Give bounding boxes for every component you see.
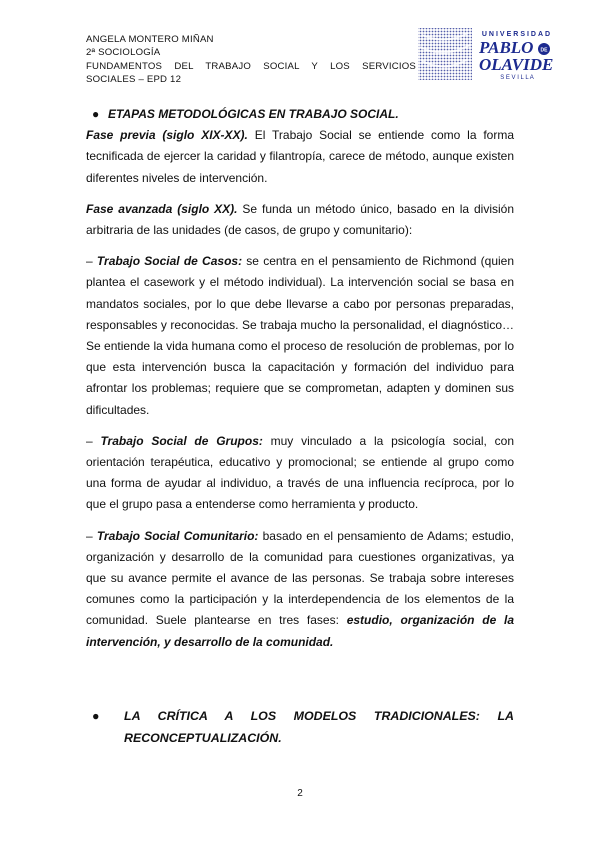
document-body bbox=[86, 104, 514, 653]
logo-line1-text: PABLO bbox=[479, 38, 534, 57]
paragraph-text: Se funda un método único, basado en la división arbitraria de las unidades (de casos, de grupo y comunitario): bbox=[86, 201, 515, 238]
paragraph-grupos bbox=[86, 431, 514, 516]
author-name: ANGELA MONTERO MIÑAN bbox=[86, 34, 214, 45]
paragraph-lead: Fase avanzada (siglo XX). bbox=[86, 201, 238, 216]
paragraph-text: El Trabajo Social se entiende como la forma tecnificada de ejercer la caridad y filantropía, carece de método, aunque existen diferentes niveles de intervención. bbox=[86, 128, 515, 185]
paragraph-text: muy vinculado a la psicología social, con orientación terapéutica, educativo y promocional; se entiende al grupo como una forma de ayudar al individuo, a través de una influencia recíproca, por lo que el grupo pasa a entenderse como herramienta y producto. bbox=[86, 433, 514, 512]
paragraph-text: basado en el pensamiento de Adams; estudio, organización y desarrollo de la comunidad para cuestiones organizativas, ya que su avance permite el avance de las personas. Se trabaja sobre intereses comunes como la participación y la interdependencia de los elementos de la comunidad. Suele plantearse en tres fases: bbox=[86, 528, 514, 628]
paragraph-lead: Trabajo Social Comunitario: bbox=[96, 528, 259, 543]
section-heading-2-line2: RECONCEPTUALIZACIÓN. bbox=[124, 730, 282, 745]
paragraph-lead: Trabajo Social de Casos: bbox=[96, 254, 243, 269]
section-heading-1 bbox=[86, 104, 514, 125]
paragraph-casos bbox=[86, 251, 514, 421]
subject-line-1: FUNDAMENTOS DEL TRABAJO SOCIAL Y LOS SERVICIOS bbox=[86, 60, 416, 72]
bullet-icon: ● bbox=[92, 709, 100, 723]
logo-emblem-icon bbox=[418, 28, 472, 80]
logo-de-text: DE bbox=[540, 47, 548, 54]
university-logo bbox=[416, 27, 562, 81]
paragraph-emphasis: estudio, organización de la intervención, y desarrollo de la comunidad. bbox=[86, 613, 515, 649]
paragraph-lead: Fase previa (siglo XIX-XX). bbox=[86, 128, 248, 143]
paragraph-fase-avanzada bbox=[86, 199, 514, 241]
subject-line-2: SOCIALES – EPD 12 bbox=[86, 74, 182, 86]
course-label: 2ª SOCIOLOGÍA bbox=[86, 47, 161, 59]
paragraph-comunitario bbox=[86, 526, 514, 653]
page-number: 2 bbox=[297, 788, 303, 799]
section-heading-2 bbox=[86, 706, 514, 749]
logo-bottom-text: S E V I L L A bbox=[500, 75, 534, 81]
section-heading-2-line1: LA CRÍTICA A LOS MODELOS TRADICIONALES: LA bbox=[124, 709, 514, 723]
document-header bbox=[86, 33, 416, 87]
dash-marker: – bbox=[86, 433, 101, 448]
section-heading-1-text: ETAPAS METODOLÓGICAS EN TRABAJO SOCIAL. bbox=[108, 107, 399, 121]
logo-line2-text: OLAVIDE bbox=[479, 55, 554, 74]
paragraph-text: se centra en el pensamiento de Richmond (quien plantea el casework y el método individual). La intervención social se basa en mandatos sociales, por lo que debe llevarse a cabo por personas preparadas, responsables y reconocidas. Se trabaja mucho la personalidad, el diagnóstico… Se entiende la vida humana como el proceso de resolución de problemas, por lo que esta intervención busca la capacitación y formación del individuo para afrontar los problemas; requiere que se comprometan, adapten y dominen sus dificultades. bbox=[86, 254, 515, 417]
dash-marker: – bbox=[86, 254, 97, 269]
logo-top-text: UNIVERSIDAD bbox=[481, 31, 553, 38]
dash-marker: – bbox=[86, 528, 97, 543]
paragraph-lead: Trabajo Social de Grupos: bbox=[100, 433, 263, 448]
bullet-icon: ● bbox=[92, 107, 100, 121]
paragraph-fase-previa bbox=[86, 125, 514, 189]
